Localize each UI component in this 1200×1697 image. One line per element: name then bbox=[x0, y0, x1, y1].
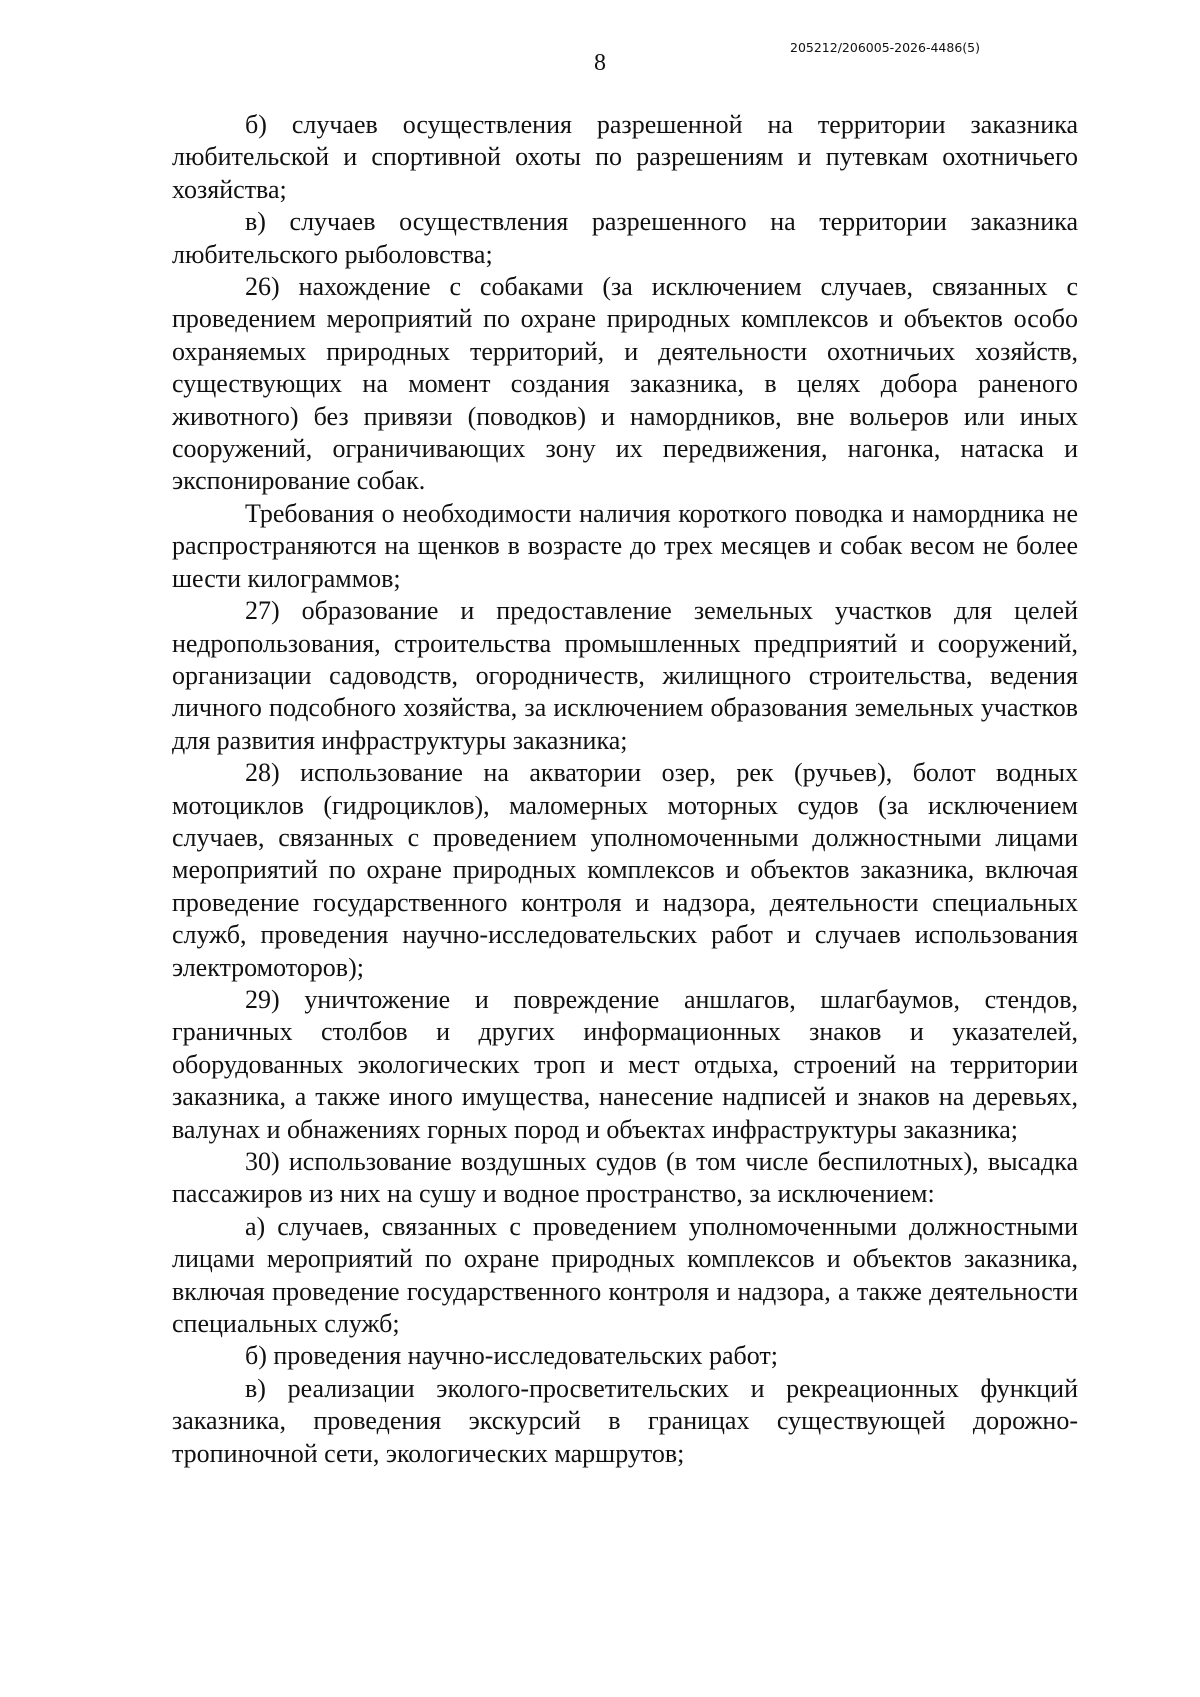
document-body bbox=[172, 109, 1078, 1470]
paragraph-item-27: 27) образование и предоставление земельных участков для целей недропользования, строительства промышленных предприятий и сооружений, организации садоводств, огородничеств, жилищного строительства, ведения личного подсобного хозяйства, за исключением образования земельных участков для развития инфраструктуры заказника; bbox=[172, 596, 1078, 755]
page-number: 8 bbox=[594, 50, 606, 76]
paragraph-item-29: 29) уничтожение и повреждение аншлагов, шлагбаумов, стендов, граничных столбов и других информационных знаков и указателей, оборудованных экологических троп и мест отдыха, строений на территории заказника, а также иного имущества, нанесение надписей и знаков на деревьях, валунах и обнажениях горных пород и объектах инфраструктуры заказника; bbox=[172, 984, 1078, 1144]
paragraph-item-30-v: в) реализации эколого-просветительских и рекреационных функций заказника, проведения экскурсий в границах существующей дорожно-тропиночной сети, экологических маршрутов; bbox=[172, 1373, 1078, 1468]
paragraph-item-26: 26) нахождение с собаками (за исключением случаев, связанных с проведением мероприятий по охране природных комплексов и объектов особо охраняемых природных территорий, и деятельности охотничьих хозяйств, существующих на момент создания заказника, в целях добора раненого животного) без привязи (поводков) и намордников, вне вольеров или иных сооружений, ограничивающих зону их передвижения, нагонка, натаска и экспонирование собак. bbox=[172, 272, 1078, 496]
paragraph-leash-requirements: Требования о необходимости наличия короткого поводка и намордника не распространяются на щенков в возрасте до трех месяцев и собак весом не более шести килограммов; bbox=[172, 498, 1078, 593]
paragraph-item-30-a: а) случаев, связанных с проведением уполномоченными должностными лицами мероприятий по охране природных комплексов и объектов заказника, включая проведение государственного контроля и надзора, а также деятельности специальных служб; bbox=[172, 1211, 1078, 1339]
paragraph-hunting-exception: б) случаев осуществления разрешенной на территории заказника любительской и спортивной охоты по разрешениям и путевкам охотничьего хозяйства; bbox=[172, 110, 1078, 204]
paragraph-item-30-b: б) проведения научно-исследовательских работ; bbox=[245, 1341, 778, 1371]
paragraph-item-28: 28) использование на акватории озер, рек (ручьев), болот водных мотоциклов (гидроциклов), маломерных моторных судов (за исключением случаев, связанных с проведением уполномоченными должностными лицами мероприятий по охране природных комплексов и объектов заказника, включая проведение государственного контроля и надзора, деятельности специальных служб, проведения научно-исследовательских работ и случаев использования электромоторов); bbox=[172, 758, 1078, 982]
paragraph-item-30: 30) использование воздушных судов (в том числе беспилотных), высадка пассажиров из них на сушу и водное пространство, за исключением: bbox=[172, 1147, 1078, 1209]
document-id: 205212/206005-2026-4486(5) bbox=[790, 40, 980, 55]
paragraph-fishing-exception: в) случаев осуществления разрешенного на территории заказника любительского рыболовства; bbox=[172, 207, 1078, 269]
